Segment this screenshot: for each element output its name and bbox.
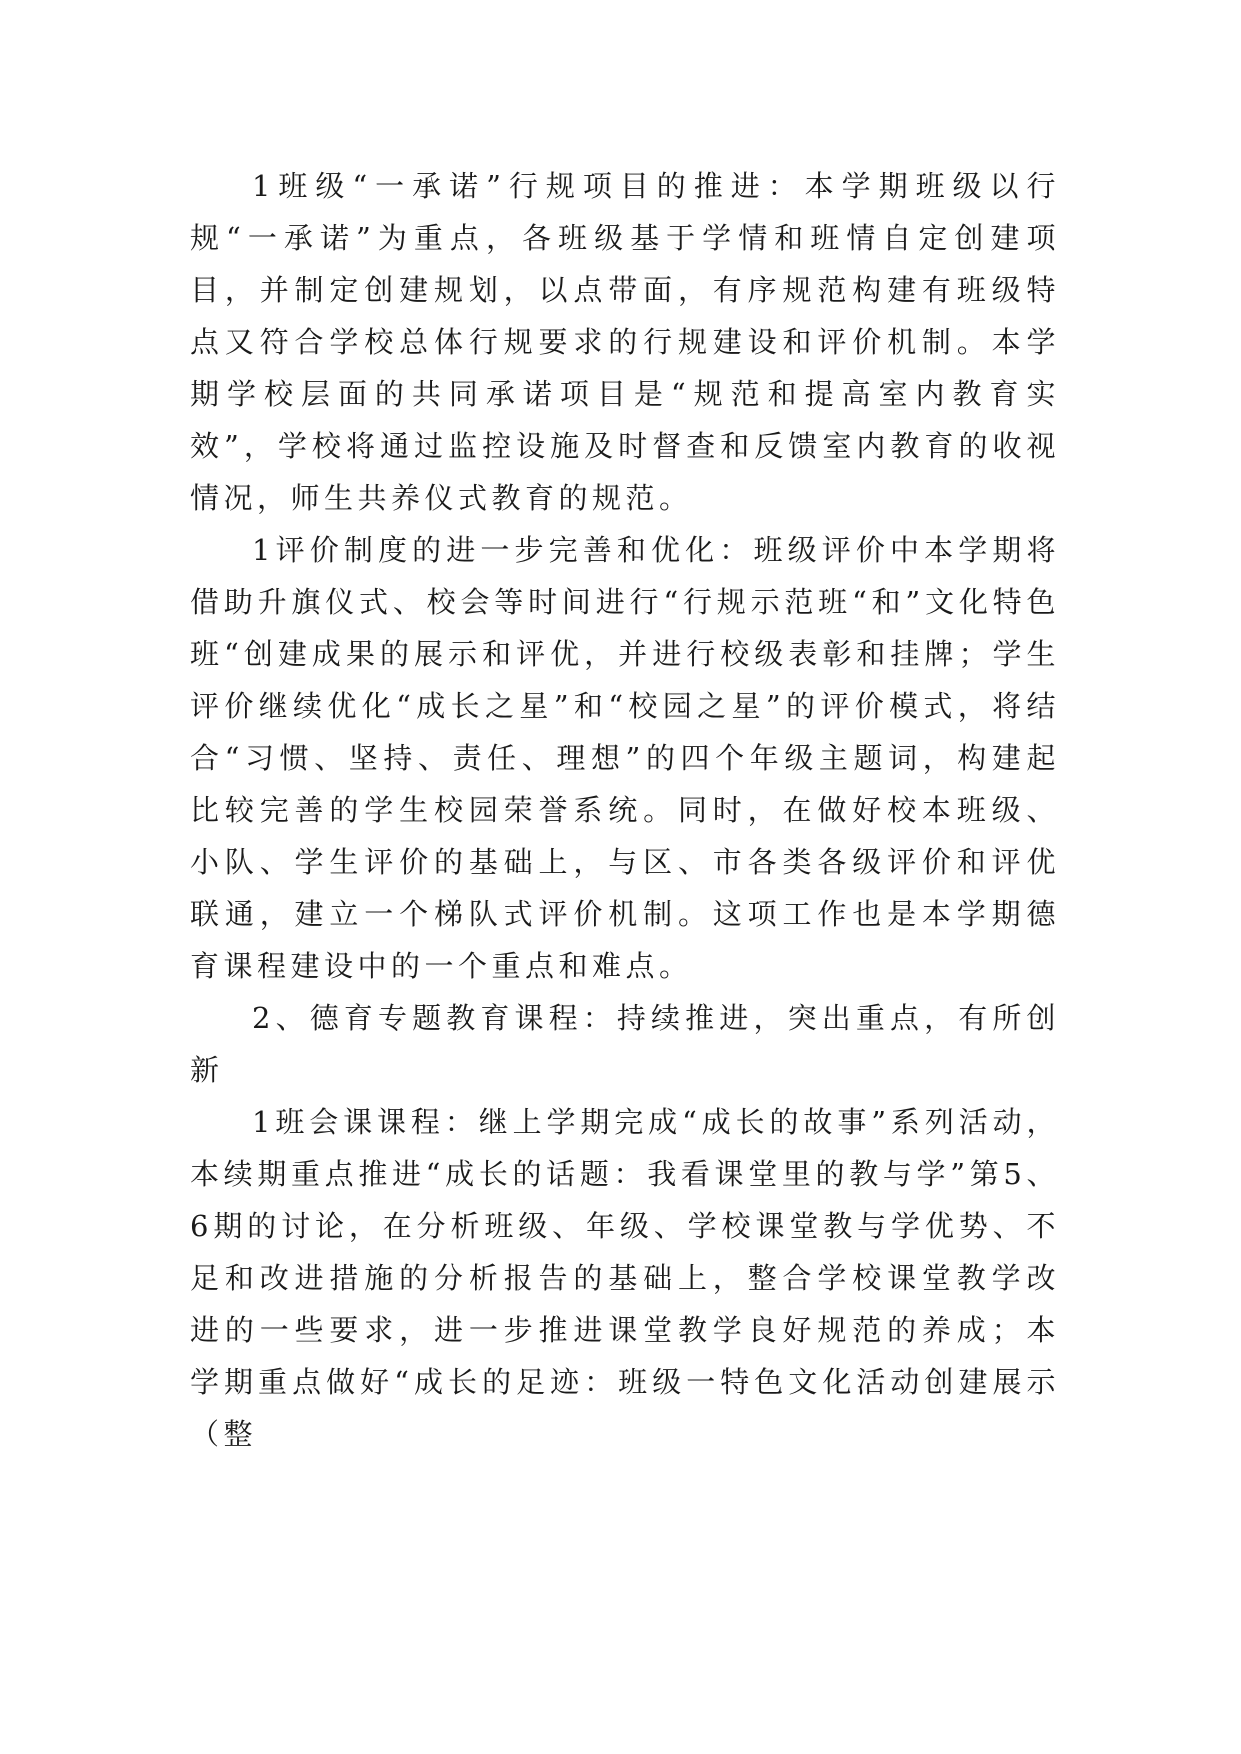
paragraph-evaluation-system: 1评价制度的进一步完善和优化：班级评价中本学期将借助升旗仪式、校会等时间进行“行规示范班“和”文化特色班“创建成果的展示和评优，并进行校级表彰和挂牌；学生评价继续优化“成长之星”和“校园之星”的评价模式，将结合“习惯、坚持、责任、理想”的四个年级主题词，构建起比较完善的学生校园荣誉系统。同时，在做好校本班级、小队、学生评价的基础上，与区、市各类各级评价和评优联通，建立一个梯队式评价机制。这项工作也是本学期德育课程建设中的一个重点和难点。 <box>190 533 1060 983</box>
paragraph-class-commitment: 1班级“一承诺”行规项目的推进：本学期班级以行规“一承诺”为重点，各班级基于学情和班情自定创建项目，并制定创建规划，以点带面，有序规范构建有班级特点又符合学校总体行规要求的行规建设和评价机制。本学期学校层面的共同承诺项目是“规范和提高室内教育实效”，学校将通过监控设施及时督查和反馈室内教育的收视情况，师生共养仪式教育的规范。 <box>190 169 1060 515</box>
paragraph-moral-education-heading: 2、德育专题教育课程：持续推进，突出重点，有所创新 <box>190 1001 1060 1087</box>
paragraph-class-meeting-course: 1班会课课程：继上学期完成“成长的故事”系列活动，本续期重点推进“成长的话题：我看课堂里的教与学”第5、6期的讨论，在分析班级、年级、学校课堂教与学优势、不足和改进措施的分析报告的基础上，整合学校课堂教学改进的一些要求，进一步推进课堂教学良好规范的养成；本学期重点做好“成长的足迹：班级一特色文化活动创建展示（整 <box>190 1105 1060 1451</box>
document-body <box>190 160 1060 1460</box>
